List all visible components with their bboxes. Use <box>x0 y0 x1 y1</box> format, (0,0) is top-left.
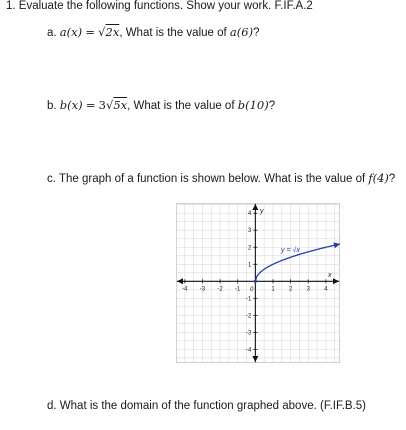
y-tick-label: -2 <box>246 313 252 320</box>
part-c-target: f(4) <box>368 171 389 185</box>
part-b-radical <box>99 98 127 112</box>
part-c-label: c. <box>47 173 56 185</box>
x-tick-label: -2 <box>217 286 223 293</box>
x-axis-arrow-left <box>177 278 183 284</box>
y-axis-arrow-down <box>252 356 258 362</box>
sqrt-icon: √ <box>106 98 114 112</box>
y-tick-label: 2 <box>248 245 252 252</box>
curve-label: y = √x <box>281 247 300 254</box>
y-tick-label: 1 <box>248 262 252 269</box>
part-a-qmark: ? <box>253 27 260 39</box>
part-b-prompt: , What is the value of <box>127 100 238 112</box>
x-tick-label: -1 <box>235 286 241 293</box>
part-d-question <box>47 400 366 412</box>
x-tick-label: -3 <box>199 286 206 293</box>
part-c-question <box>47 171 395 185</box>
part-b-target: b(10) <box>237 98 269 112</box>
part-d-prompt: What is the domain of the function graphed above. (F.IF.B.5) <box>59 400 366 412</box>
graph-grid <box>176 203 340 363</box>
part-a-label: a. <box>47 27 57 39</box>
y-tick-label: 3 <box>248 228 252 235</box>
part-b-question <box>47 98 275 112</box>
x-tick-label: -4 <box>182 286 188 293</box>
part-a-radicand: 2x <box>105 25 120 39</box>
part-a-function: a(x) <box>59 25 83 39</box>
part-d-label: d. <box>47 400 57 412</box>
part-c-qmark: ? <box>388 173 396 185</box>
sqrt-icon: √ <box>98 25 106 39</box>
x-axis-label: x <box>328 272 332 279</box>
part-b-radicand: 5x <box>113 98 128 112</box>
x-axis-arrow-right <box>333 278 339 284</box>
x-tick-label: 2 <box>288 286 293 293</box>
x-tick-label: 1 <box>271 286 275 293</box>
part-b-function: b(x) <box>59 98 83 112</box>
part-c-prompt: The graph of a function is shown below. What is the value of <box>58 173 369 185</box>
grid-border <box>177 204 340 363</box>
y-tick-label: -3 <box>246 330 252 337</box>
part-a-equals: = <box>85 25 95 39</box>
origin-label: 0 <box>250 287 254 293</box>
y-tick-label: -1 <box>246 296 252 303</box>
part-b-coefficient: 3 <box>98 98 106 112</box>
x-tick-label: 3 <box>306 286 310 293</box>
part-b-label: b. <box>47 100 57 112</box>
x-tick-label: 4 <box>324 286 328 293</box>
curve-start-point <box>254 280 257 283</box>
y-tick-label: 4 <box>248 211 252 218</box>
part-a-question <box>47 25 259 39</box>
part-b-equals: = <box>85 98 96 112</box>
function-graph <box>176 203 340 363</box>
y-tick-label: -4 <box>246 347 252 354</box>
part-a-target: a(6) <box>229 25 254 39</box>
part-a-prompt: , What is the value of <box>119 27 230 39</box>
part-a-radical <box>98 25 119 39</box>
question-header: 1. Evaluate the following functions. Show your work. F.IF.A.2 <box>6 0 313 12</box>
graph-axes <box>177 204 339 362</box>
y-axis-label: y <box>260 208 264 215</box>
part-b-qmark: ? <box>268 100 276 112</box>
